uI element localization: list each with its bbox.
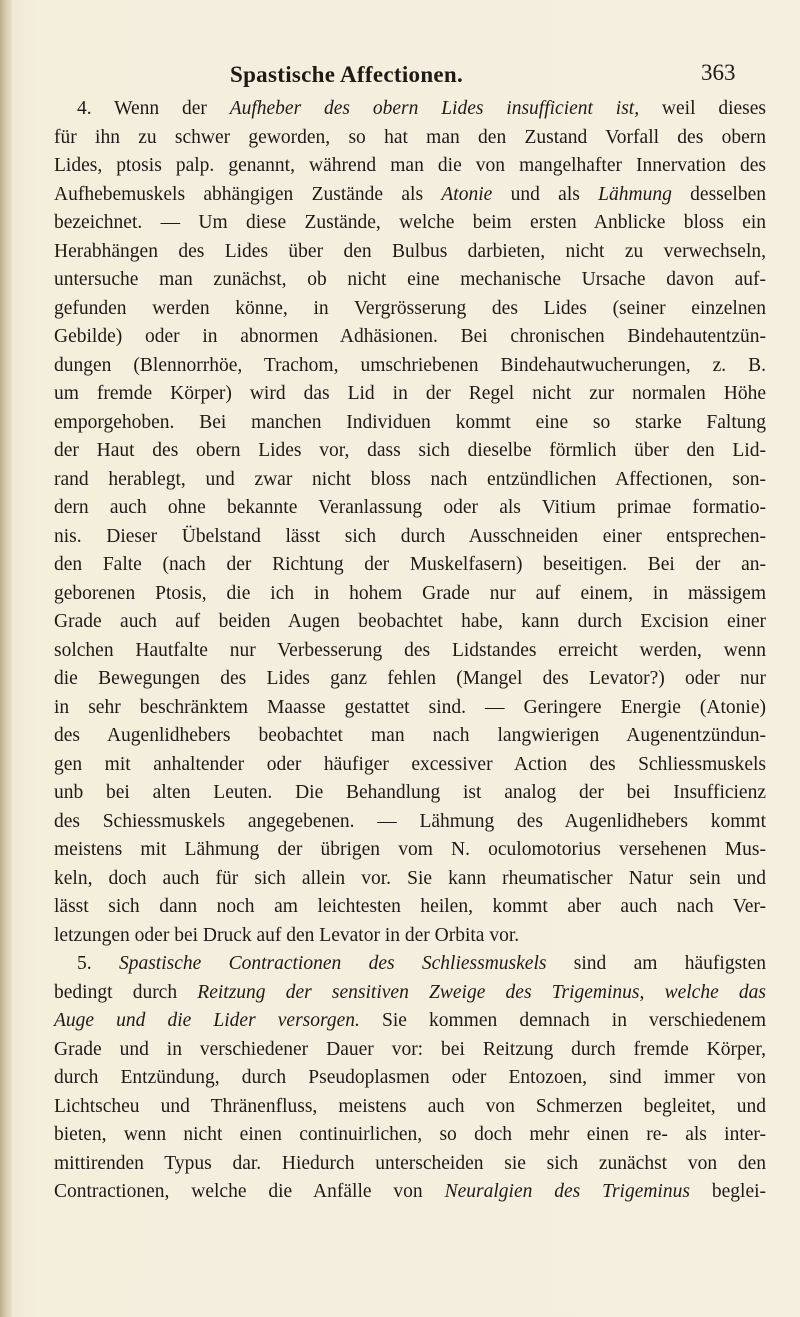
text-segment: dungen (Blennorrhöe, Trachom, umschriebenen Bindehautwucherungen, z. B.: [54, 354, 766, 376]
text-segment: gen mit anhaltender oder häufiger excessiver Action des Schliessmuskels: [54, 753, 766, 775]
text-line: [54, 808, 766, 837]
text-line: [54, 380, 766, 409]
text-segment: Aufhebemuskels abhängigen Zustände als: [54, 183, 442, 205]
text-segment: Lichtscheu und Thränenfluss, meistens auch von Schmerzen begleitet, und: [54, 1095, 766, 1117]
italic-text: Lähmung: [598, 183, 672, 205]
text-segment: und als: [492, 183, 599, 205]
text-line: [54, 922, 766, 951]
text-segment: emporgehoben. Bei manchen Individuen kommt eine so starke Faltung: [54, 411, 766, 433]
text-line: [54, 209, 766, 238]
text-line: [54, 352, 766, 381]
text-segment: sind am häufigsten: [546, 953, 766, 974]
text-line: [54, 266, 766, 295]
text-segment: des Augenlidhebers beobachtet man nach langwierigen Augenentzündun-: [54, 725, 766, 746]
text-segment: bezeichnet. — Um diese Zustände, welche beim ersten Anblicke bloss ein: [54, 212, 766, 233]
text-line: [54, 95, 766, 124]
text-line: [54, 551, 766, 580]
text-segment: nis. Dieser Übelstand lässt sich durch Ausschneiden einer entsprechen-: [54, 525, 766, 547]
text-segment: beglei-: [689, 1181, 767, 1202]
text-line: [54, 694, 766, 723]
text-line: [54, 437, 766, 466]
text-line: [54, 1178, 766, 1207]
text-line: [54, 865, 766, 894]
text-segment: Grade und in verschiedener Dauer vor: bei Reitzung durch fremde Körper,: [54, 1038, 766, 1060]
text-line: [54, 295, 766, 324]
text-segment: für ihn zu schwer geworden, so hat man den Zustand Vorfall des obern: [54, 126, 766, 148]
text-line: [54, 523, 766, 552]
text-line: [54, 1036, 766, 1065]
text-line: [54, 181, 766, 210]
text-segment: weil dieses: [639, 98, 767, 119]
text-line: [54, 722, 766, 751]
text-segment: Contractionen, welche die Anfälle von: [54, 1181, 445, 1202]
text-segment: rand herablegt, und zwar nicht bloss nach entzündlichen Affectionen, son-: [54, 468, 766, 490]
italic-text: Aufheber des obern Lides insufficient ist,: [229, 98, 640, 119]
text-line: [54, 893, 766, 922]
text-segment: bieten, wenn nicht einen continuirlichen, so doch mehr einen re- als inter-: [54, 1124, 766, 1145]
text-segment: des Schiessmuskels angegebenen. — Lähmung des Augenlidhebers kommt: [54, 810, 766, 832]
text-line: [54, 124, 766, 153]
page-number: 363: [701, 60, 736, 85]
text-segment: unb bei alten Leuten. Die Behandlung ist analog der bei Insufficienz: [54, 782, 766, 803]
text-segment: letzungen oder bei Druck auf den Levator in der Orbita vor.: [54, 924, 520, 946]
italic-text: Atonie: [441, 183, 493, 205]
text-line: [54, 494, 766, 523]
page-binding-edge: [0, 0, 12, 1317]
italic-text: Neuralgien des Trigeminus: [444, 1181, 690, 1202]
text-segment: den Falte (nach der Richtung der Muskelfasern) beseitigen. Bei der an-: [54, 554, 766, 575]
text-segment: solchen Hautfalte nur Verbesserung des Lidstandes erreicht werden, wenn: [54, 639, 766, 661]
text-line: [54, 1007, 766, 1036]
text-segment: um fremde Körper) wird das Lid in der Regel nicht zur normalen Höhe: [54, 383, 766, 404]
text-segment: Gebilde) oder in abnormen Adhäsionen. Bei chronischen Bindehautentzün-: [54, 326, 766, 347]
text-segment: desselben: [671, 183, 766, 205]
text-line: [54, 637, 766, 666]
text-line: [54, 580, 766, 609]
text-line: [54, 1064, 766, 1093]
text-segment: lässt sich dann noch am leichtesten heilen, kommt aber auch nach Ver-: [54, 896, 766, 917]
text-segment: 4. Wenn der: [77, 98, 230, 119]
text-line: [54, 152, 766, 181]
text-segment: Herabhängen des Lides über den Bulbus darbieten, nicht zu verwechseln,: [54, 240, 766, 262]
text-segment: Grade auch auf beiden Augen beobachtet habe, kann durch Excision einer: [54, 611, 766, 632]
body-text: [54, 95, 766, 1207]
text-segment: der Haut des obern Lides vor, dass sich dieselbe förmlich über den Lid-: [54, 440, 766, 461]
text-line: [54, 950, 766, 979]
text-segment: in sehr beschränktem Maasse gestattet sind. — Geringere Energie (Atonie): [54, 696, 766, 718]
text-line: [54, 1150, 766, 1179]
text-segment: die Bewegungen des Lides ganz fehlen (Mangel des Levator?) oder nur: [54, 668, 766, 689]
text-segment: durch Entzündung, durch Pseudoplasmen oder Entozoen, sind immer von: [54, 1067, 766, 1088]
text-segment: meistens mit Lähmung der übrigen vom N. oculomotorius versehenen Mus-: [54, 839, 766, 860]
text-segment: gefunden werden könne, in Vergrösserung des Lides (seiner einzelnen: [54, 297, 766, 319]
text-segment: geborenen Ptosis, die ich in hohem Grade nur auf einem, in mässigem: [54, 582, 766, 604]
text-line: [54, 779, 766, 808]
text-line: [54, 323, 766, 352]
italic-text: Auge und die Lider versorgen.: [54, 1010, 360, 1031]
text-segment: keln, doch auch für sich allein vor. Sie kann rheumatischer Natur sein und: [54, 867, 766, 889]
text-line: [54, 409, 766, 438]
text-segment: Lides, ptosis palp. genannt, während man die von mangelhafter Innervation des: [54, 155, 766, 176]
text-line: [54, 836, 766, 865]
text-segment: bedingt durch: [54, 981, 198, 1003]
text-segment: Sie kommen demnach in verschiedenem: [359, 1010, 766, 1031]
text-segment: untersuche man zunächst, ob nicht eine mechanische Ursache davon auf-: [54, 269, 766, 290]
italic-text: Spastische Contractionen des Schliessmuskels: [118, 953, 547, 974]
text-segment: mittirenden Typus dar. Hiedurch unterscheiden sie sich zunächst von den: [54, 1152, 766, 1174]
text-line: [54, 665, 766, 694]
text-line: [54, 751, 766, 780]
italic-text: Reitzung der sensitiven Zweige des Trigeminus, welche das: [197, 981, 767, 1003]
text-line: [54, 466, 766, 495]
text-segment: dern auch ohne bekannte Veranlassung oder als Vitium primae formatio-: [54, 497, 766, 518]
text-line: [54, 238, 766, 267]
running-title: Spastische Affectionen.: [230, 62, 464, 87]
text-segment: 5.: [77, 953, 119, 974]
text-line: [54, 1093, 766, 1122]
text-line: [54, 979, 766, 1008]
text-line: [54, 608, 766, 637]
text-line: [54, 1121, 766, 1150]
